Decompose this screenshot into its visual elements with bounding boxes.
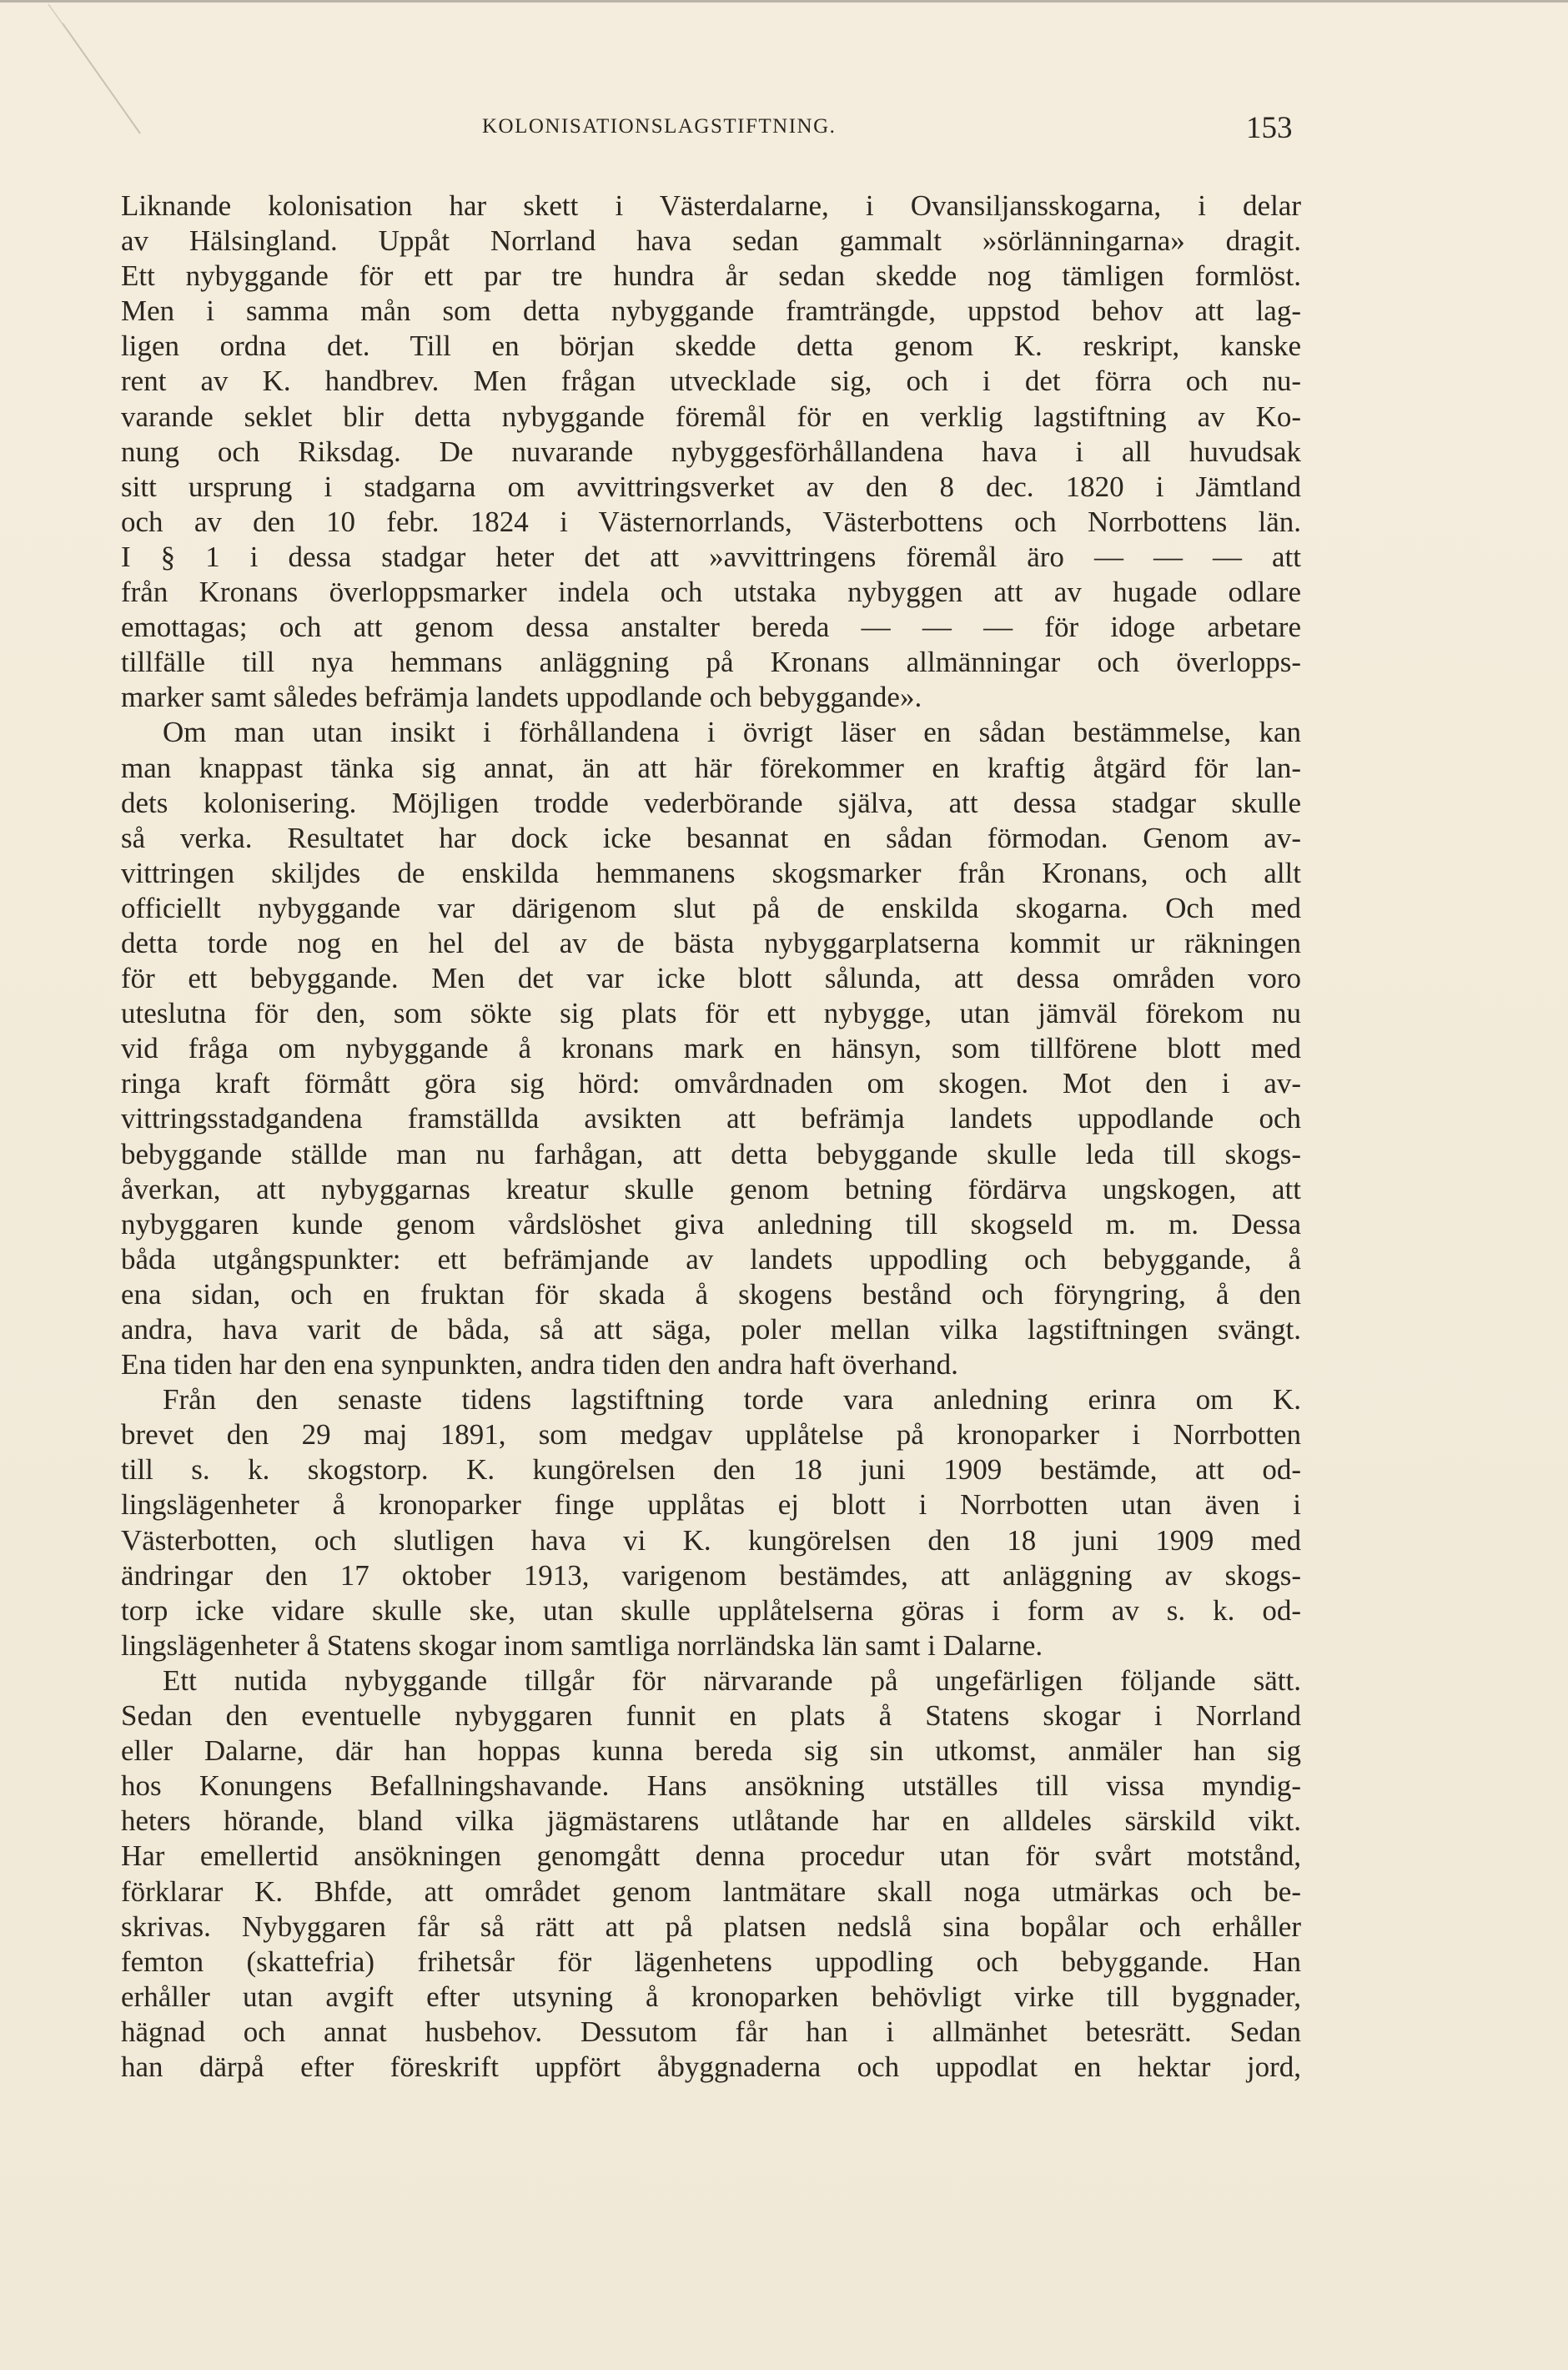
text-line: emottagas; och att genom dessa anstalter bereda — — — för idoge arbetare bbox=[121, 611, 1301, 644]
text-line: Ena tiden har den ena synpunkten, andra tiden den andra haft överhand. bbox=[121, 1348, 958, 1381]
text-line: vid fråga om nybyggande å kronans mark en hänsyn, som tillförene blott med bbox=[121, 1032, 1301, 1065]
text-line: I § 1 i dessa stadgar heter det att »avvittringens föremål äro — — — att bbox=[121, 540, 1301, 573]
text-line: detta torde nog en hel del av de bästa nybyggarplatserna kommit ur räkningen bbox=[121, 926, 1301, 959]
text-line: Sedan den eventuelle nybyggaren funnit en plats å Statens skogar i Norrland bbox=[121, 1699, 1301, 1733]
text-line: vittringen skiljdes de enskilda hemmanens skogsmarker från Kronans, och allt bbox=[121, 856, 1301, 889]
text-line: ligen ordna det. Till en början skedde detta genom K. reskript, kanske bbox=[121, 330, 1301, 363]
page-number: 153 bbox=[1246, 111, 1293, 145]
text-line: så verka. Resultatet har dock icke besannat en sådan förmodan. Genom av- bbox=[121, 821, 1301, 854]
text-line: Västerbotten, och slutligen hava vi K. kungörelsen den 18 juni 1909 med bbox=[121, 1523, 1301, 1557]
text-line: nybyggaren kunde genom vårdslöshet giva anledning till skogseld m. m. Dessa bbox=[121, 1207, 1301, 1240]
text-line: eller Dalarne, där han hoppas kunna bereda sig sin utkomst, anmäler han sig bbox=[121, 1734, 1301, 1768]
text-line: heters hörande, bland vilka jägmästarens utlåtande har en alldeles särskild vikt. bbox=[121, 1804, 1301, 1838]
text-line: från Kronans överloppsmarker indela och utstaka nybyggen att av hugade odlare bbox=[121, 576, 1301, 609]
text-line: rent av K. handbrev. Men frågan utvecklade sig, och i det förra och nu- bbox=[121, 365, 1301, 398]
text-line: uteslutna för den, som sökte sig plats för ett nybygge, utan jämväl förekom nu bbox=[121, 997, 1301, 1030]
text-line: Ett nybyggande för ett par tre hundra år sedan skedde nog tämligen formlöst. bbox=[121, 259, 1301, 293]
page-header bbox=[0, 107, 1568, 157]
text-line: förklarar K. Bhfde, att området genom lantmätare skall noga utmärkas och be- bbox=[121, 1874, 1301, 1908]
text-line: sitt ursprung i stadgarna om avvittringsverket av den 8 dec. 1820 i Jämtland bbox=[121, 470, 1301, 503]
text-line: för ett bebyggande. Men det var icke blott sålunda, att dessa områden voro bbox=[121, 962, 1301, 995]
text-line: man knappast tänka sig annat, än att här förekommer en kraftig åtgärd för lan- bbox=[121, 751, 1301, 784]
text-line: skrivas. Nybyggaren får så rätt att på platsen nedslå sina bopålar och erhåller bbox=[121, 1910, 1301, 1943]
text-line: varande seklet blir detta nybyggande föremål för en verklig lagstiftning av Ko- bbox=[121, 400, 1301, 433]
text-line: Ett nutida nybyggande tillgår för närvarande på ungefärligen följande sätt. bbox=[163, 1663, 1301, 1697]
text-line: Från den senaste tidens lagstiftning torde vara anledning erinra om K. bbox=[163, 1383, 1301, 1416]
text-line: av Hälsingland. Uppåt Norrland hava sedan gammalt »sörlänningarna» dragit. bbox=[121, 224, 1301, 258]
text-line: båda utgångspunkter: ett befrämjande av landets uppodling och bebyggande, å bbox=[121, 1242, 1301, 1276]
text-line: och av den 10 febr. 1824 i Västernorrlands, Västerbottens och Norrbottens län. bbox=[121, 505, 1301, 538]
text-line: andra, hava varit de båda, så att säga, poler mellan vilka lagstiftningen svängt. bbox=[121, 1313, 1301, 1346]
text-line: vittringsstadgandena framställda avsikten att befrämja landets uppodlande och bbox=[121, 1102, 1301, 1135]
text-line: officiellt nybyggande var därigenom slut på de enskilda skogarna. Och med bbox=[121, 891, 1301, 924]
text-line: hägnad och annat husbehov. Dessutom får han i allmänhet betesrätt. Sedan bbox=[121, 2015, 1301, 2048]
text-line: hos Konungens Befallningshavande. Hans ansökning utställes till vissa myndig- bbox=[121, 1769, 1301, 1803]
text-line: marker samt således befrämja landets uppodlande och bebyggande». bbox=[121, 681, 922, 714]
text-line: tillfälle till nya hemmans anläggning på Kronans allmänningar och överlopps- bbox=[121, 646, 1301, 679]
text-line: han därpå efter föreskrift uppfört åbyggnaderna och uppodlat en hektar jord, bbox=[121, 2050, 1301, 2083]
text-line: erhåller utan avgift efter utsyning å kronoparken behövligt virke till byggnader, bbox=[121, 1980, 1301, 2013]
text-line: torp icke vidare skulle ske, utan skulle upplåtelserna göras i form av s. k. od- bbox=[121, 1593, 1301, 1627]
text-line: lingslägenheter å Statens skogar inom samtliga norrländska län samt i Dalarne. bbox=[121, 1628, 1043, 1662]
text-line: ringa kraft förmått göra sig hörd: omvårdnaden om skogen. Mot den i av- bbox=[121, 1067, 1301, 1100]
text-line: Liknande kolonisation har skett i Västerdalarne, i Ovansiljansskogarna, i delar bbox=[121, 189, 1301, 222]
text-line: ena sidan, och en fruktan för skada å skogens bestånd och föryngring, å den bbox=[121, 1277, 1301, 1311]
text-line: brevet den 29 maj 1891, som medgav upplåtelse på kronoparker i Norrbotten bbox=[121, 1418, 1301, 1452]
text-line: nung och Riksdag. De nuvarande nybyggesförhållandena hava i all huvudsak bbox=[121, 435, 1301, 468]
scan-top-edge bbox=[0, 0, 1568, 3]
text-line: dets kolonisering. Möjligen trodde vederbörande själva, att dessa stadgar skulle bbox=[121, 786, 1301, 819]
text-line: Har emellertid ansökningen genomgått denna procedur utan för svårt motstånd, bbox=[121, 1839, 1301, 1873]
text-line: åverkan, att nybyggarnas kreatur skulle genom betning fördärva ungskogen, att bbox=[121, 1172, 1301, 1205]
text-line: Om man utan insikt i förhållandena i övrigt läser en sådan bestämmelse, kan bbox=[163, 716, 1301, 749]
text-line: ändringar den 17 oktober 1913, varigenom bestämdes, att anläggning av skogs- bbox=[121, 1558, 1301, 1592]
running-head: KOLONISATIONSLAGSTIFTNING. bbox=[482, 115, 837, 138]
body-text bbox=[121, 189, 1301, 2085]
text-line: lingslägenheter å kronoparker finge upplåtas ej blott i Norrbotten utan även i bbox=[121, 1488, 1301, 1522]
text-line: femton (skattefria) frihetsår för lägenhetens uppodling och bebyggande. Han bbox=[121, 1945, 1301, 1978]
text-line: till s. k. skogstorp. K. kungörelsen den 18 juni 1909 bestämde, att od- bbox=[121, 1453, 1301, 1487]
text-line: Men i samma mån som detta nybyggande framträngde, uppstod behov att lag- bbox=[121, 294, 1301, 328]
text-line: bebyggande ställde man nu farhågan, att detta bebyggande skulle leda till skogs- bbox=[121, 1137, 1301, 1170]
